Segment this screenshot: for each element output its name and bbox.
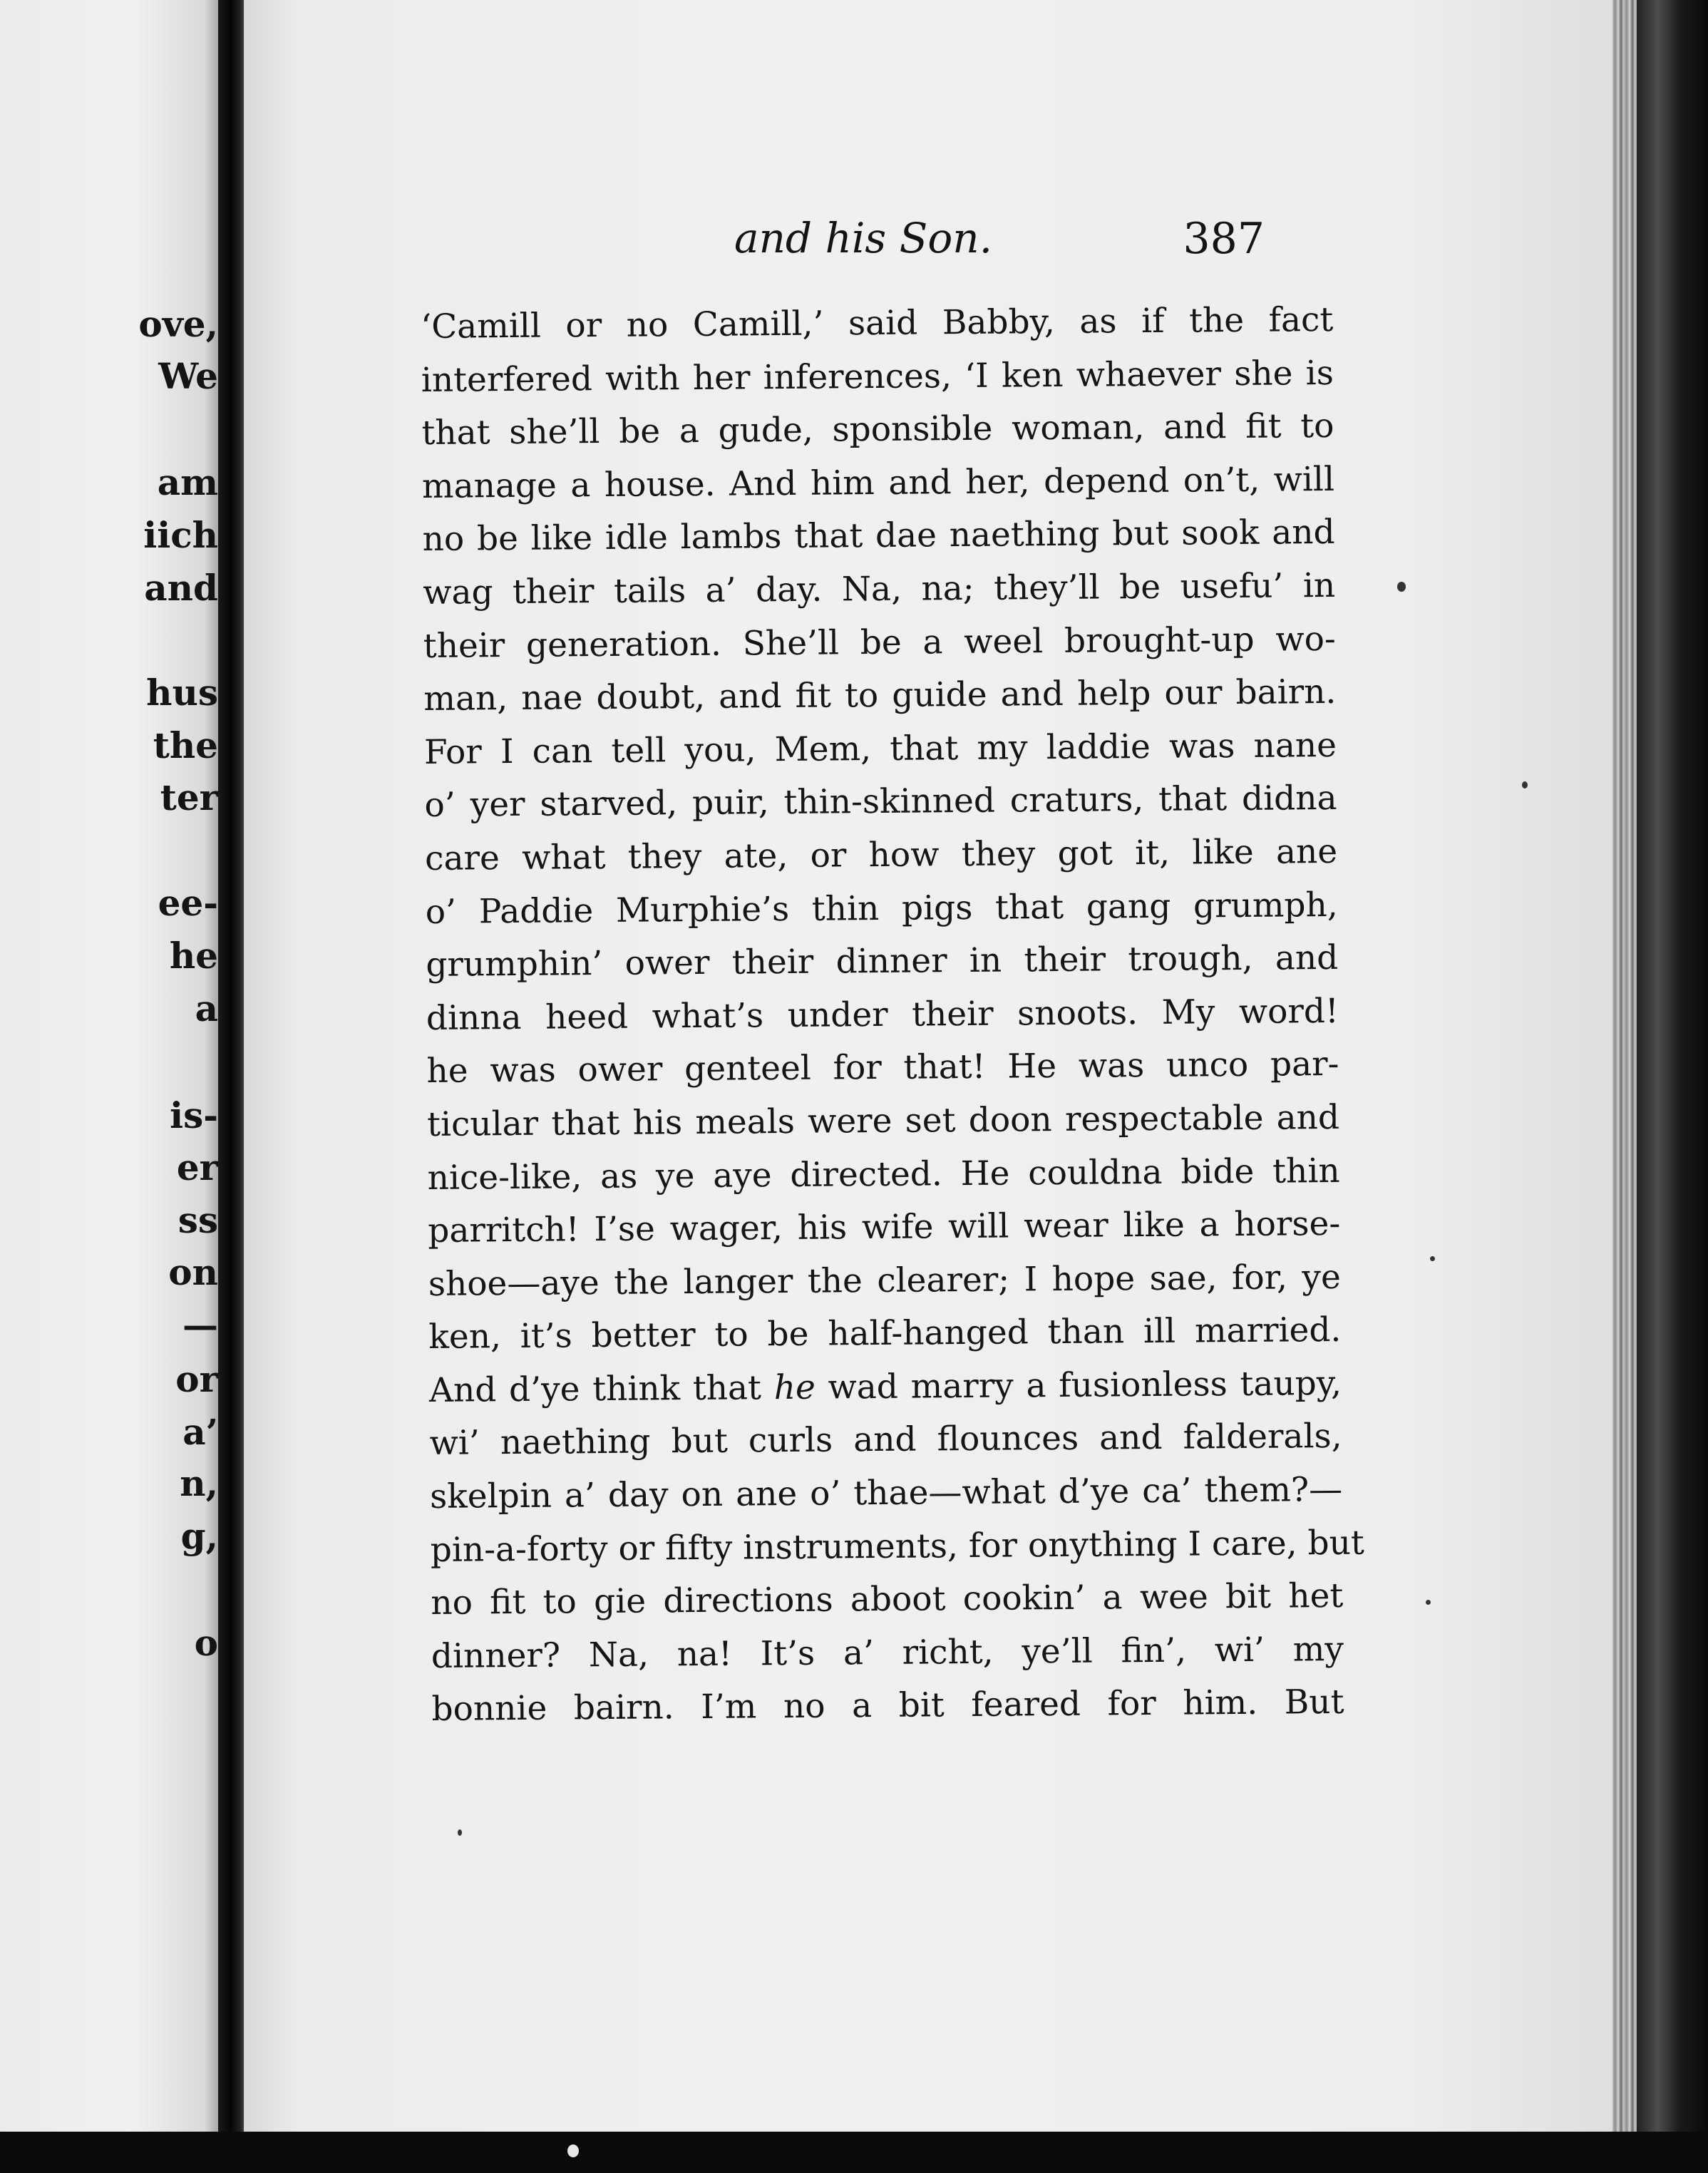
left-page-fragment: ove, [138, 303, 218, 345]
scan-speck [1397, 582, 1406, 592]
left-page-fragment: and [144, 567, 218, 609]
left-page-text-fragments [4, 0, 218, 2132]
left-page-fragment: o [194, 1622, 218, 1664]
left-page-fragment: hus [146, 672, 218, 714]
text-line: shoe—aye the langer the clearer; I hope sae, for, ye [428, 1257, 1342, 1304]
text-line: ticular that his meals were set doon respectable and [426, 1097, 1340, 1144]
text-line: manage a house. And him and her, depend on’t, will [421, 459, 1335, 506]
left-page-fragment: — [182, 1304, 218, 1346]
text-line: dinna heed what’s under their snoots. My word! [426, 991, 1339, 1038]
text-line: their generation. She’ll be a weel brought-up wo- [423, 619, 1336, 666]
left-page-fragment: am [157, 461, 218, 503]
text-line: And d’ye think that he wad marry a fusionless taupy, [428, 1363, 1342, 1410]
text-line: pin-a-forty or fifty instruments, for onything I care, but [430, 1523, 1365, 1570]
text-line: o’ Paddie Murphie’s thin pigs that gang grumph, [425, 885, 1338, 932]
text-line: that she’ll be a gude, sponsible woman, and fit to [421, 406, 1334, 453]
left-page-fragment: a [195, 987, 218, 1029]
text-line: ‘Camill or no Camill,’ said Babby, as if the fact [421, 299, 1334, 346]
left-page-fragment: iich [143, 514, 218, 556]
body-text [421, 294, 1365, 1737]
text-line: For I can tell you, Mem, that my laddie was nane [423, 725, 1337, 772]
left-page-fragment: ee- [158, 882, 218, 924]
left-page-fragment: n, [180, 1462, 218, 1504]
emphasis: he [773, 1367, 816, 1408]
left-page-fragment: on [168, 1251, 218, 1293]
scan-speck [1430, 1256, 1435, 1261]
text-line: dinner? Na, na! It’s a’ richt, ye’ll fin’, wi’ my [431, 1629, 1344, 1676]
text-line: no fit to gie directions aboot cookin’ a wee bit het [431, 1576, 1344, 1623]
left-page-fragment: he [169, 935, 218, 977]
text-line: man, nae doubt, and fit to guide and help our bairn. [423, 672, 1337, 719]
text-line: ken, it’s better to be half-hanged than ill married. [428, 1310, 1342, 1357]
scan-speck [567, 2144, 579, 2157]
left-page-fragment: g, [180, 1515, 218, 1557]
text-line: no be like idle lambs that dae naething but sook and [422, 513, 1335, 560]
text-line: grumphin’ ower their dinner in their trough, and [426, 938, 1339, 985]
text-line: wag their tails a’ day. Na, na; they’ll be usefu’ in [422, 565, 1336, 612]
text-line: interfered with her inferences, ‘I ken whaever she is [421, 353, 1334, 400]
page-header [428, 204, 1312, 268]
left-page [0, 0, 222, 2132]
scan-speck [1426, 1600, 1431, 1605]
page-number: 387 [1183, 214, 1265, 264]
text-line: skelpin a’ day on ane o’ thae—what d’ye ca’ them?— [429, 1469, 1343, 1517]
left-page-fragment: a’ [182, 1411, 218, 1453]
left-page-fragment: or [175, 1358, 218, 1400]
left-page-fragment: ss [178, 1199, 218, 1241]
left-page-fragment: ter [160, 776, 218, 818]
text-line: bonnie bairn. I’m no a bit feared for him. But [431, 1683, 1344, 1730]
text-line: parritch! I’se wager, his wife will wear like a horse- [428, 1204, 1341, 1251]
text-line: he was ower genteel for that! He was unco par- [426, 1044, 1339, 1091]
left-page-fragment: We [158, 355, 218, 397]
book-cover-edge [1637, 0, 1708, 2173]
left-page-fragment: the [153, 724, 218, 766]
scan-bottom-border [0, 2132, 1708, 2173]
scan-speck [458, 1829, 462, 1836]
text-line: o’ yer starved, puir, thin-skinned craturs, that didna [424, 779, 1337, 826]
scan-speck [1522, 781, 1528, 788]
left-page-fragment: is- [170, 1094, 218, 1136]
text-line: nice-like, as ye aye directed. He couldna bide thin [427, 1151, 1340, 1198]
text-line: care what they ate, or how they got it, like ane [424, 831, 1338, 878]
text-line: wi’ naething but curls and flounces and falderals, [429, 1417, 1342, 1464]
running-head: and his Son. [734, 214, 993, 262]
left-page-fragment: er [176, 1146, 218, 1188]
